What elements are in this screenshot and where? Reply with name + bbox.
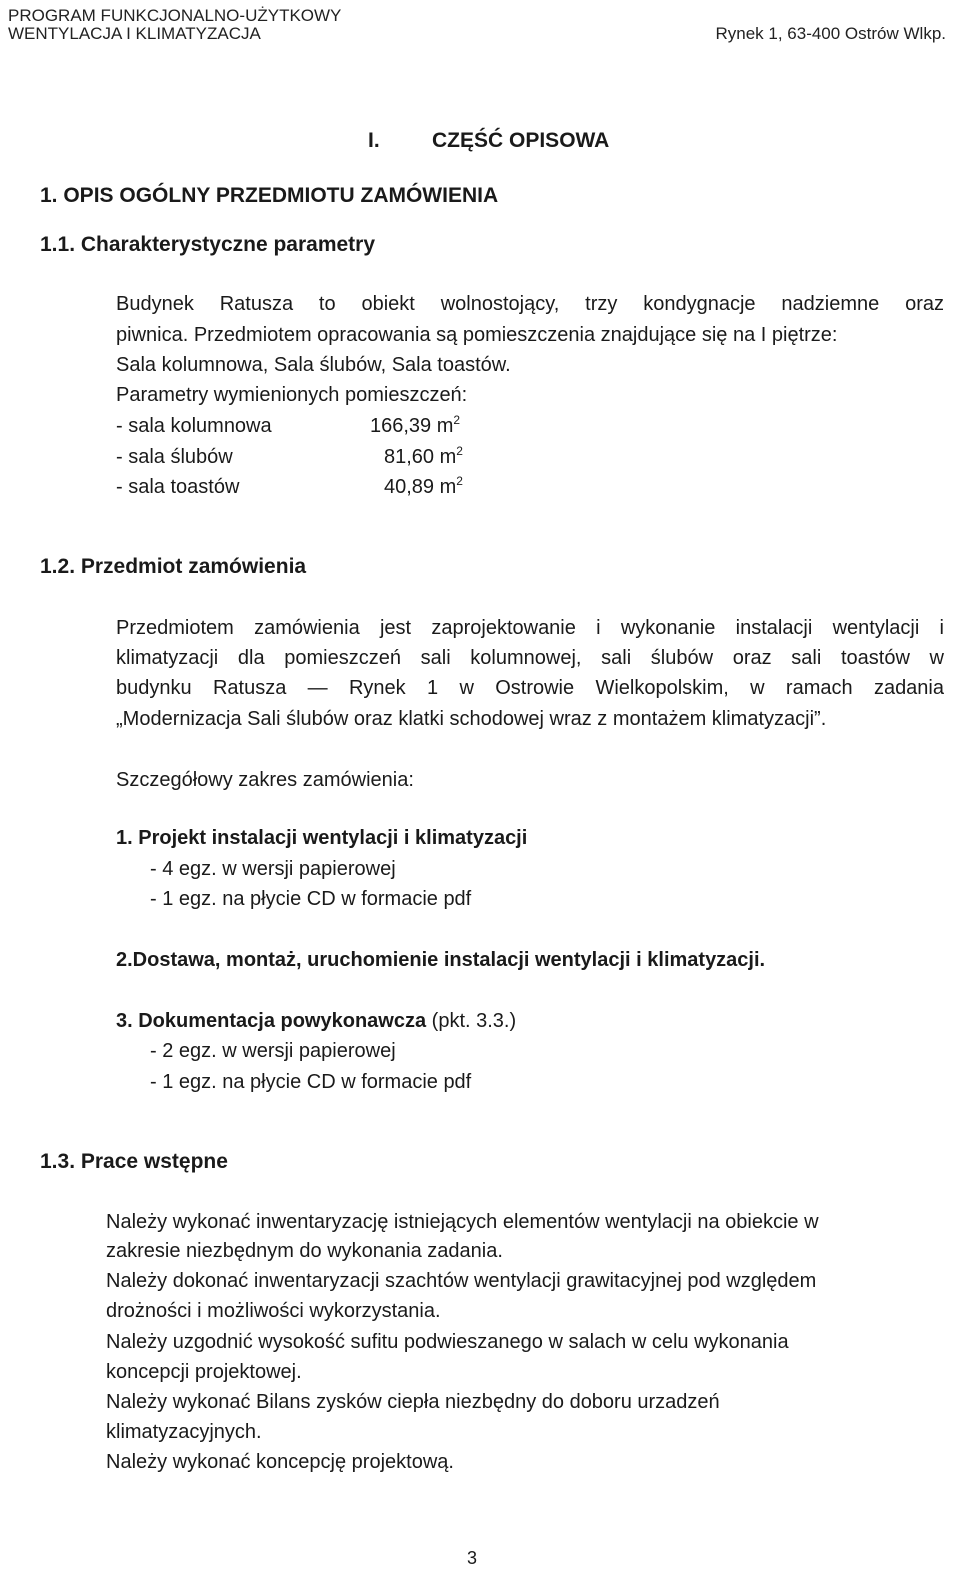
- section-1-3-title: 1.3. Prace wstępne: [40, 1150, 228, 1173]
- paragraph-line: Należy wykonać inwentaryzację istniejących elementów wentylacji na obiekcie w: [106, 1211, 819, 1233]
- scope-item-3-line: - 2 egz. w wersji papierowej: [150, 1040, 396, 1062]
- room-name: - sala ślubów: [116, 446, 233, 468]
- room-area: 40,89 $m^2$: [384, 474, 463, 498]
- scope-item-3-line: - 1 egz. na płycie CD w formacie pdf: [150, 1071, 472, 1093]
- part-title: CZĘŚĆ OPISOWA: [432, 129, 610, 152]
- section-1-title: 1. OPIS OGÓLNY PRZEDMIOTU ZAMÓWIENIA: [40, 184, 499, 207]
- paragraph-line: piwnica. Przedmiotem opracowania są pomieszczenia znajdujące się na I piętrze:: [116, 324, 838, 346]
- page-number: 3: [467, 1548, 478, 1568]
- header-address: Rynek 1, 63-400 Ostrów Wlkp.: [715, 24, 946, 43]
- paragraph-line: „Modernizacja Sali ślubów oraz klatki schodowej wraz z montażem klimatyzacji”.: [116, 708, 827, 730]
- paragraph-line: Parametry wymienionych pomieszczeń:: [116, 384, 468, 406]
- room-area: 81,60 $m^2$: [384, 444, 463, 468]
- room-area: 166,39 $m^2$: [370, 413, 461, 437]
- paragraph-line: zakresie niezbędnym do wykonania zadania.: [106, 1240, 503, 1262]
- scope-item-1-line: - 1 egz. na płycie CD w formacie pdf: [150, 888, 472, 910]
- paragraph-line: koncepcji projektowej.: [106, 1361, 302, 1383]
- paragraph-line: Należy uzgodnić wysokość sufitu podwieszanego w salach w celu wykonania: [106, 1331, 789, 1353]
- paragraph-line: budynku Ratusza — Rynek 1 w Ostrowie Wielkopolskim, w ramach zadania: [116, 677, 944, 699]
- scope-item-3-title: 3. Dokumentacja powykonawcza (pkt. 3.3.): [116, 1010, 517, 1032]
- room-name: - sala toastów: [116, 476, 240, 498]
- part-number: I.: [368, 129, 380, 152]
- paragraph-line: Należy wykonać Bilans zysków ciepła niezbędny do doboru urzadzeń: [106, 1391, 720, 1413]
- header-program-title: PROGRAM FUNKCJONALNO-UŻYTKOWY: [8, 6, 342, 25]
- header-subject: WENTYLACJA I KLIMATYZACJA: [8, 24, 261, 43]
- paragraph-line: Sala kolumnowa, Sala ślubów, Sala toastów.: [116, 354, 511, 376]
- paragraph-line: drożności i możliwości wykorzystania.: [106, 1300, 441, 1322]
- section-1-2-title: 1.2. Przedmiot zamówienia: [40, 555, 307, 578]
- scope-item-1-title: 1. Projekt instalacji wentylacji i klimatyzacji: [116, 827, 528, 849]
- paragraph-line: Przedmiotem zamówienia jest zaprojektowanie i wykonanie instalacji wentylacji i: [116, 617, 944, 639]
- paragraph-line: klimatyzacji dla pomieszczeń sali kolumnowej, sali ślubów oraz sali toastów w: [116, 647, 944, 669]
- paragraph-line: klimatyzacyjnych.: [106, 1421, 262, 1443]
- paragraph-line: Należy dokonać inwentaryzacji szachtów wentylacji grawitacyjnej pod względem: [106, 1270, 817, 1292]
- paragraph-line: Należy wykonać koncepcję projektową.: [106, 1451, 454, 1473]
- paragraph-line: Budynek Ratusza to obiekt wolnostojący, trzy kondygnacje nadziemne oraz: [116, 293, 944, 315]
- scope-label: Szczegółowy zakres zamówienia:: [116, 769, 414, 791]
- scope-item-1-line: - 4 egz. w wersji papierowej: [150, 858, 396, 880]
- section-1-1-title: 1.1. Charakterystyczne parametry: [40, 233, 376, 256]
- room-name: - sala kolumnowa: [116, 415, 272, 437]
- scope-item-2-title: 2.Dostawa, montaż, uruchomienie instalacji wentylacji i klimatyzacji.: [116, 949, 766, 971]
